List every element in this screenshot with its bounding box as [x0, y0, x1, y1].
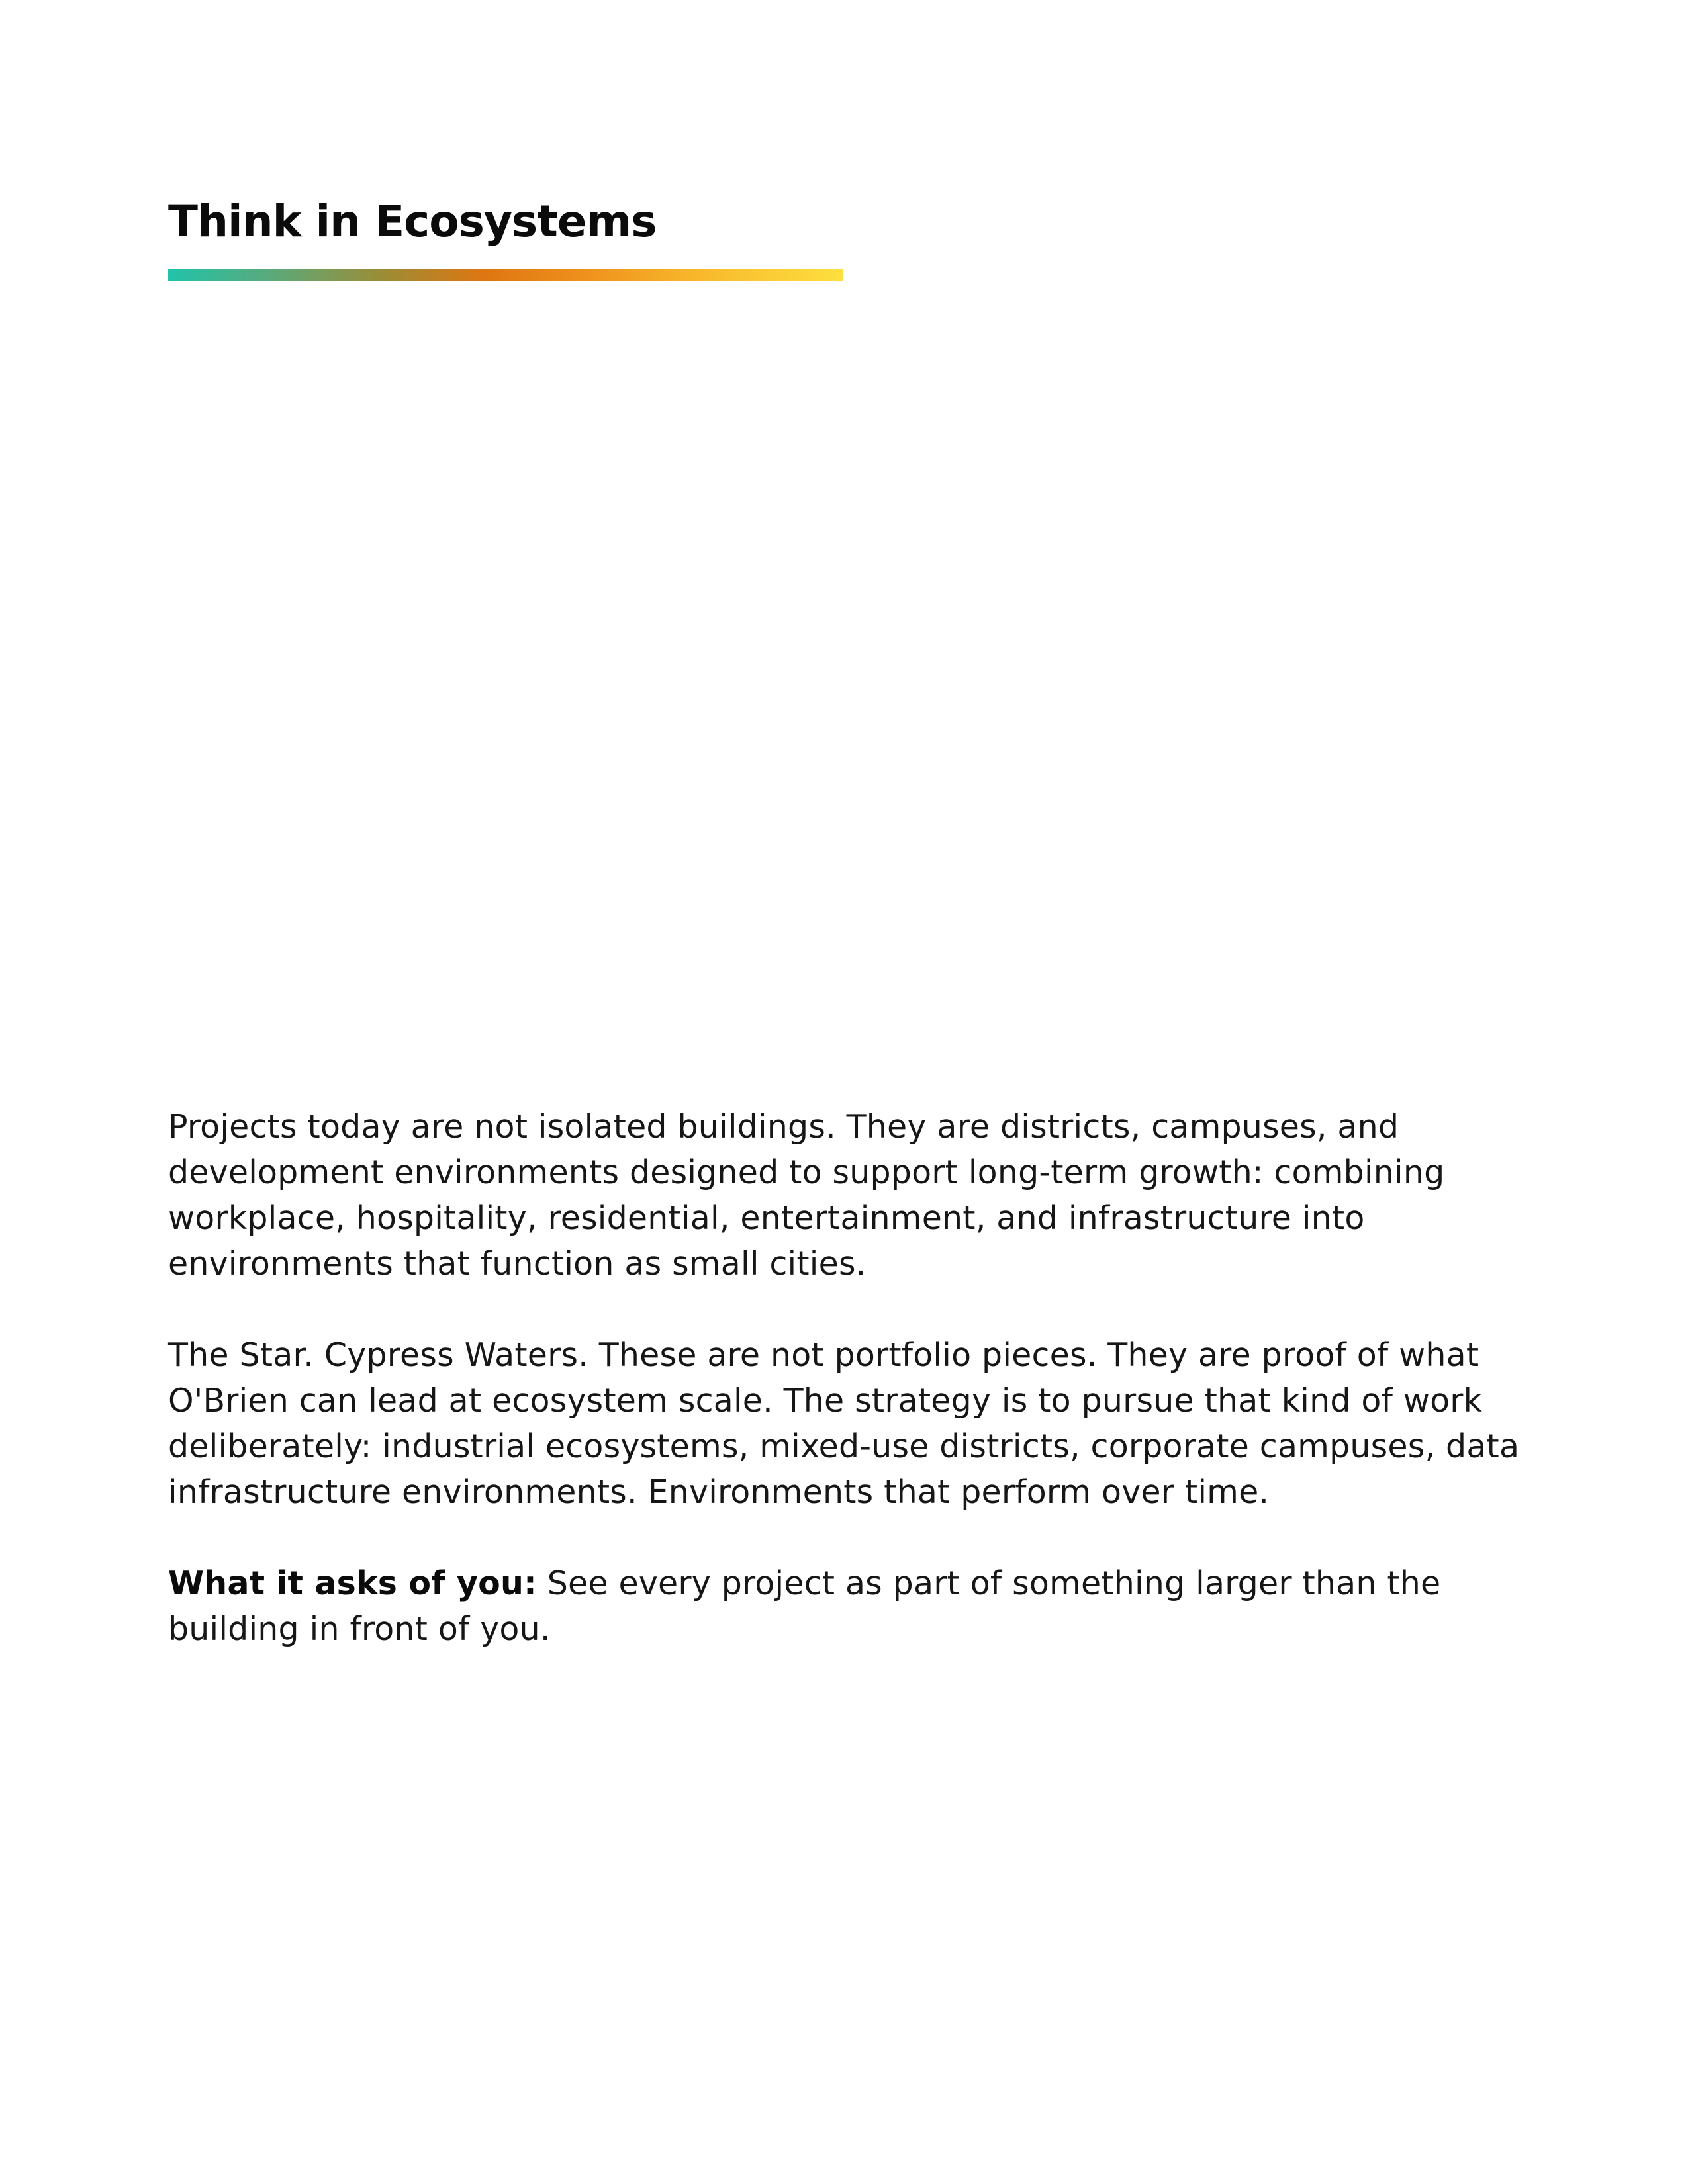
callout-text: See every project as part of something larger than the building in front of you.: [168, 1565, 1441, 1648]
body-text: [168, 1104, 1532, 1698]
section-title: Think in Ecosystems: [168, 196, 657, 247]
paragraph-ecosystem-intro: Projects today are not isolated buildings. They are districts, campuses, and development environments designed to support long-term growth: combining workplace, hospitality, residential, entertainment, and infrastructure into environments that function as small cities.: [168, 1108, 1445, 1283]
callout-label: What it asks of you:: [168, 1565, 537, 1602]
callout-paragraph: [168, 1561, 1532, 1652]
paragraph-strategy: The Star. Cypress Waters. These are not portfolio pieces. They are proof of what O'Brien can lead at ecosystem scale. The strategy is to pursue that kind of work deliberately: industrial ecosystems, mixed-use districts, corporate campuses, data infrastructure environments. Environments that perform over time.: [168, 1336, 1520, 1511]
title-underline-gradient: [168, 269, 843, 281]
